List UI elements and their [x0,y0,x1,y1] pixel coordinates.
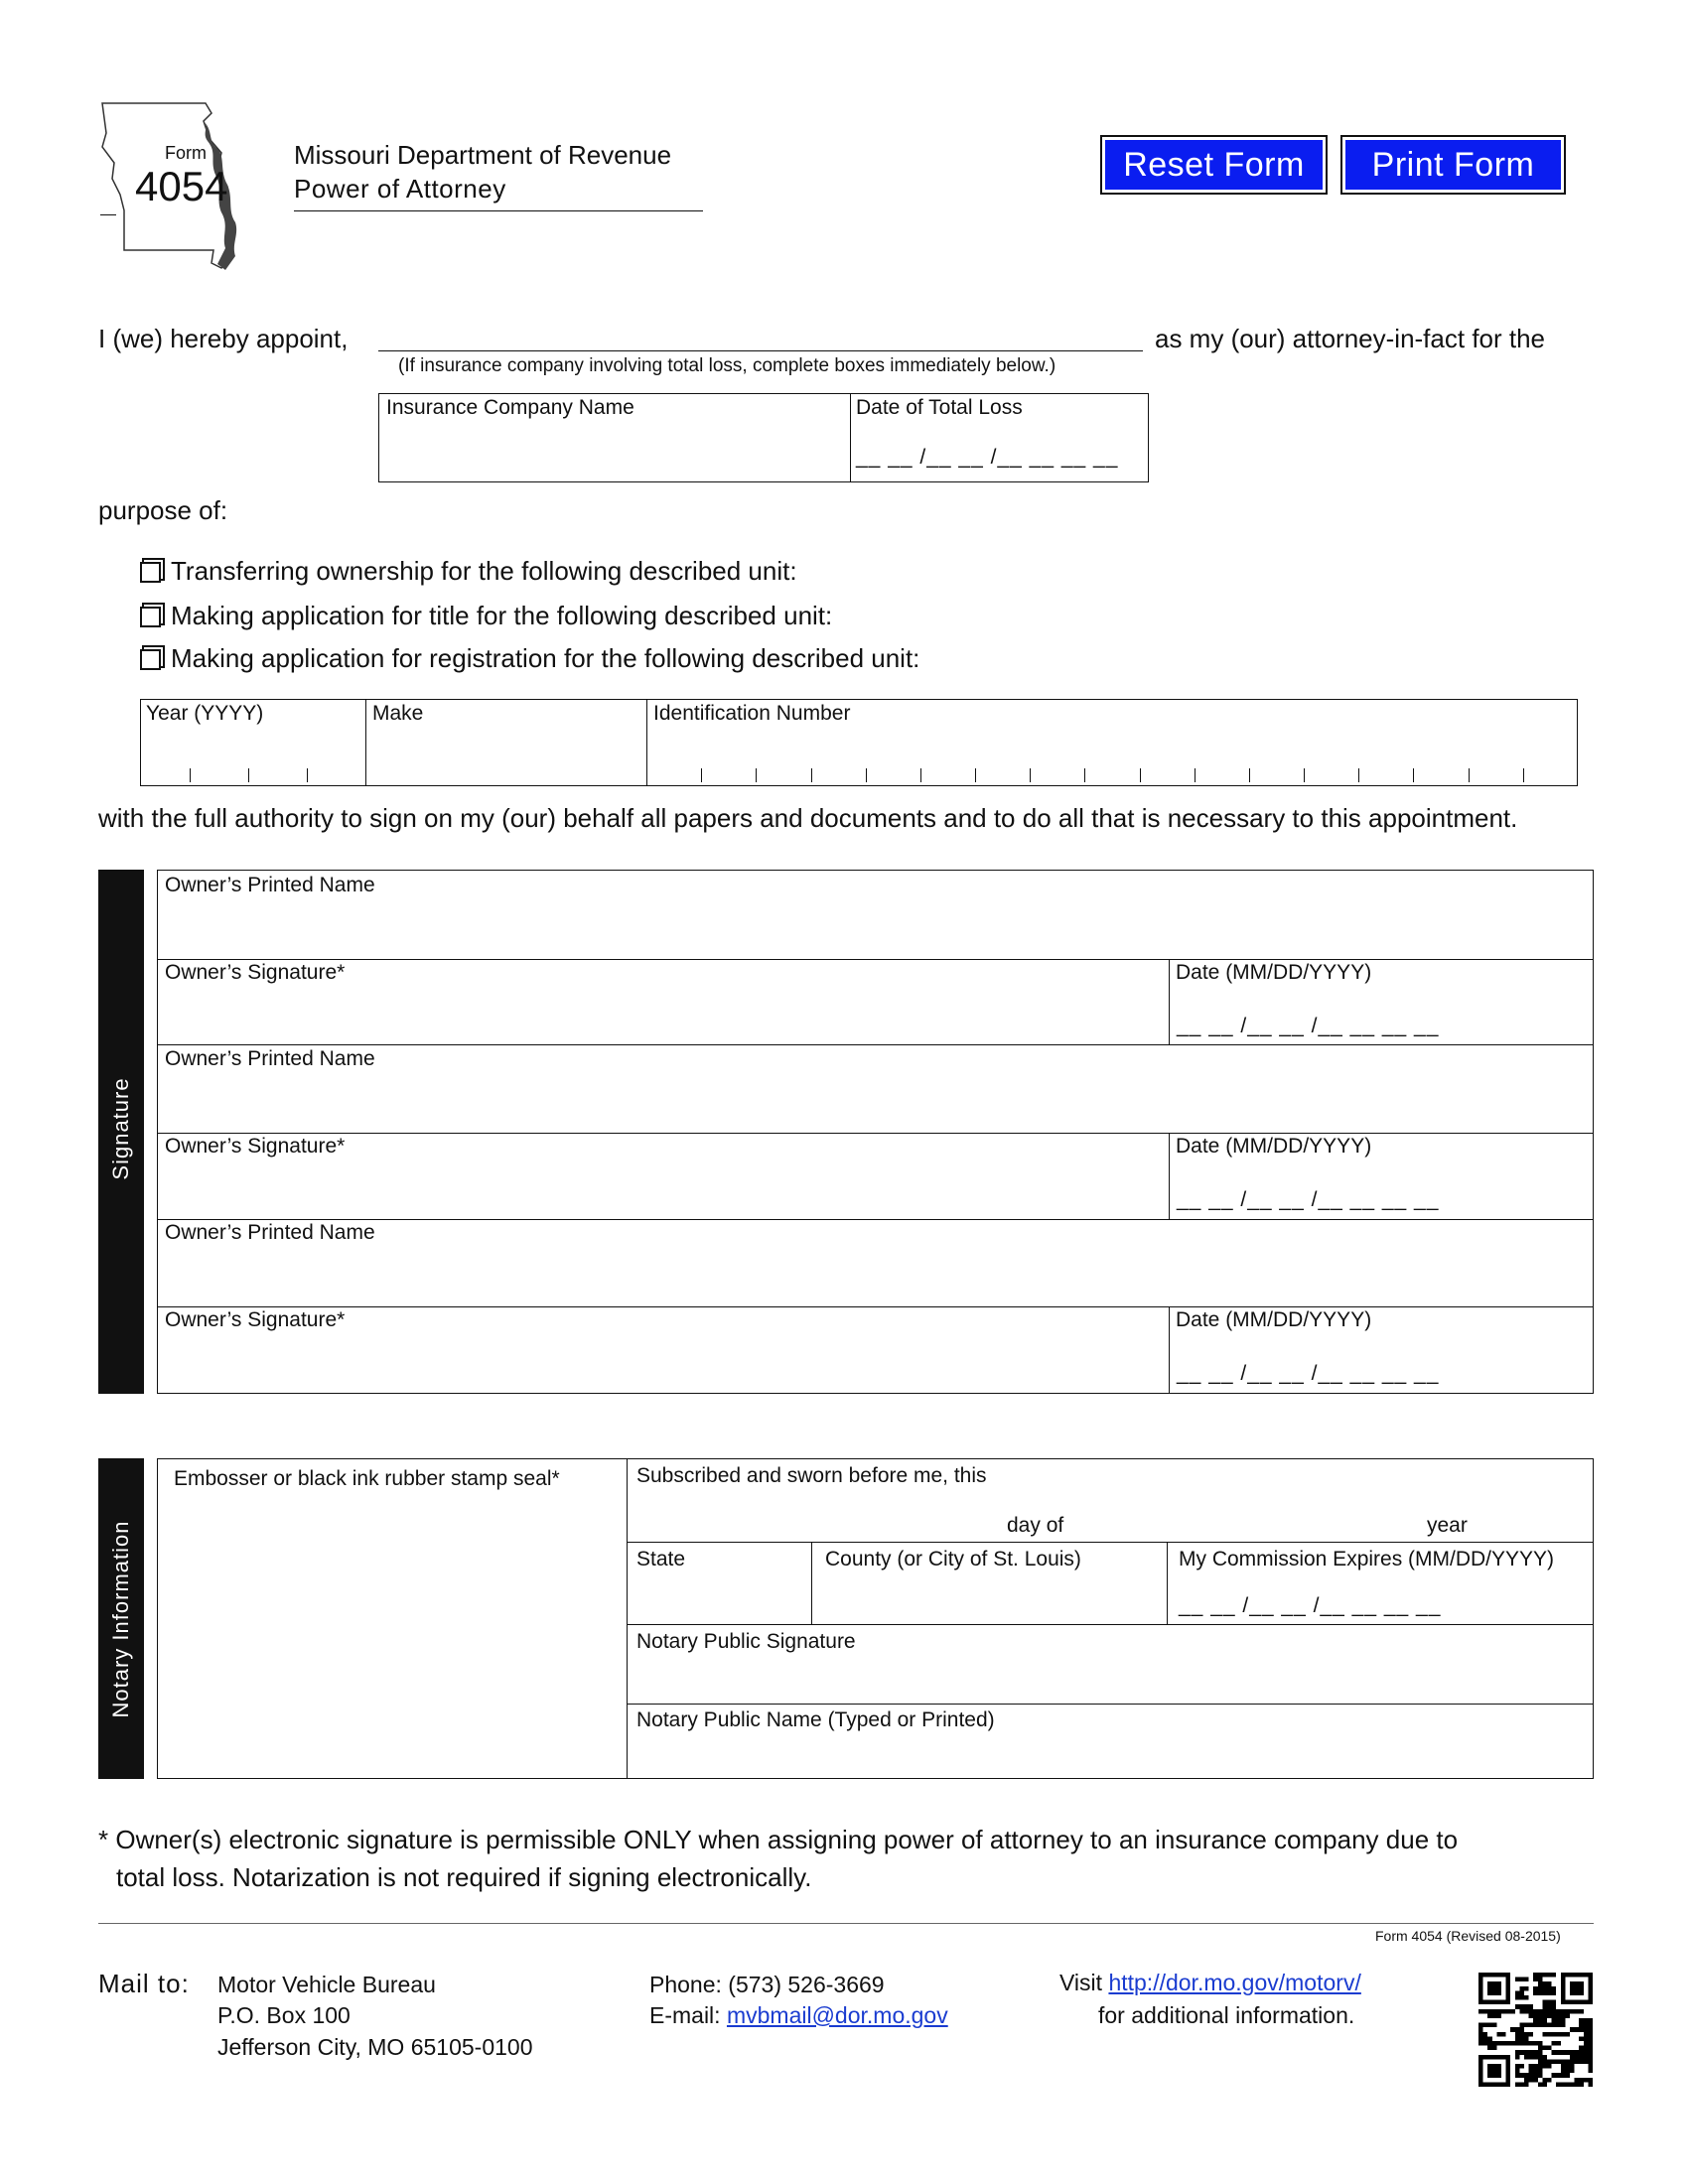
notary-signature-field[interactable] [633,1656,1590,1700]
notary-row-line [627,1624,1594,1625]
visit-line [1059,1970,1361,1996]
owner-3-printed-name-field[interactable] [163,1247,1589,1302]
sig-row-line [157,1133,1594,1134]
tick-mark [811,768,812,782]
notary-name-label: Notary Public Name (Typed or Printed) [636,1708,995,1731]
owner-3-date-label: Date (MM/DD/YYYY) [1176,1308,1372,1331]
visit-suffix: for additional information. [1098,2002,1355,2028]
purpose-item-title[interactable] [140,601,832,631]
checkbox-icon[interactable] [140,607,161,627]
year-suffix-label: year [1427,1514,1468,1537]
tick-mark [307,768,308,782]
owner-2-signature-label: Owner’s Signature* [165,1135,346,1158]
sig-date-divider [1169,1306,1170,1394]
email-prefix: E-mail: [649,2002,721,2028]
tick-mark [1249,768,1250,782]
total-loss-date-field[interactable]: __ __ /__ __ /__ __ __ __ [856,446,1119,469]
owner-2-signature-field[interactable] [163,1160,1164,1214]
notary-col-divider [1167,1542,1168,1624]
tick-mark [920,768,921,782]
tick-mark [1195,768,1196,782]
sworn-label: Subscribed and sworn before me, this [636,1464,987,1487]
insurance-note: (If insurance company involving total loss, complete boxes immediately below.) [398,355,1056,376]
sig-row-line [157,1044,1594,1045]
notary-sidebar-label: Notary Information [108,1520,133,1718]
owner-1-date-label: Date (MM/DD/YYYY) [1176,961,1372,984]
tick-mark [1304,768,1305,782]
owner-3-signature-field[interactable] [163,1334,1164,1388]
tick-mark [1469,768,1470,782]
department-name: Missouri Department of Revenue [294,140,672,170]
tick-mark [1030,768,1031,782]
purpose-item-transfer[interactable] [140,556,797,587]
tick-mark [1523,768,1524,782]
tick-mark [1140,768,1141,782]
sig-row-line [157,959,1594,960]
tick-mark [975,768,976,782]
footnote-line-1: * Owner(s) electronic signature is permissible ONLY when assigning power of attorney to an insurance company due to [98,1825,1459,1854]
visit-prefix: Visit [1059,1970,1103,1995]
appoint-tail: as my (our) attorney-in-fact for the [1155,324,1546,353]
website-link[interactable]: http://dor.mo.gov/motorv/ [1108,1970,1361,1995]
sig-date-divider [1169,959,1170,1044]
attorney-name-field[interactable] [378,350,1143,351]
owner-1-signature-field[interactable] [163,987,1164,1040]
make-label: Make [372,702,424,725]
sworn-month-field[interactable] [1072,1494,1420,1538]
vin-field[interactable] [651,729,1573,782]
purpose-title-label: Making application for title for the following described unit: [171,601,833,630]
reset-form-button[interactable]: Reset Form [1105,140,1323,190]
make-field[interactable] [370,729,642,782]
seal-label: Embosser or black ink rubber stamp seal* [174,1467,560,1490]
qr-code-icon [1478,1973,1593,2087]
total-loss-date-label: Date of Total Loss [856,396,1023,419]
notary-seal-divider [627,1458,628,1779]
tick-mark [248,768,249,782]
owner-2-printed-name-label: Owner’s Printed Name [165,1047,375,1070]
tick-mark [756,768,757,782]
tick-mark [1358,768,1359,782]
year-label: Year (YYYY) [146,702,264,725]
tick-mark [701,768,702,782]
purpose-label: purpose of: [98,495,228,525]
checkbox-icon[interactable] [140,562,161,583]
title-underline [294,210,703,211]
owner-2-printed-name-field[interactable] [163,1073,1589,1129]
owner-2-date-field[interactable]: __ __ /__ __ /__ __ __ __ [1177,1188,1440,1211]
commission-label: My Commission Expires (MM/DD/YYYY) [1179,1548,1555,1570]
insurance-company-field[interactable] [383,423,845,478]
day-of-label: day of [1007,1514,1064,1537]
sworn-day-field[interactable] [636,1494,1004,1538]
state-label: State [636,1548,686,1570]
form-number: 4054 [135,163,228,209]
sig-row-line [157,1306,1594,1307]
logo-dash [100,214,116,215]
year-field[interactable] [145,729,361,782]
tick-mark [866,768,867,782]
sig-row-line [157,1219,1594,1220]
revision-label: Form 4054 (Revised 08-2015) [1375,1928,1561,1944]
notary-signature-label: Notary Public Signature [636,1630,856,1653]
unit-divider-2 [646,699,647,786]
tick-mark [1413,768,1414,782]
county-field[interactable] [817,1573,1163,1620]
footer-rule [98,1923,1594,1924]
commission-date-field[interactable]: __ __ /__ __ /__ __ __ __ [1179,1594,1442,1617]
form-label: Form [165,143,207,163]
vin-label: Identification Number [653,702,851,725]
checkbox-icon[interactable] [140,649,161,670]
unit-divider-1 [365,699,366,786]
authority-statement: with the full authority to sign on my (our) behalf all papers and documents and to do all that is necessary to this appointment. [98,803,1518,833]
seal-area [163,1499,622,1773]
state-field[interactable] [633,1573,807,1620]
owner-1-printed-name-field[interactable] [163,899,1589,955]
email-link[interactable]: mvbmail@dor.mo.gov [726,2002,948,2028]
notary-row-line [627,1542,1594,1543]
owner-1-date-field[interactable]: __ __ /__ __ /__ __ __ __ [1177,1015,1440,1037]
owner-2-date-label: Date (MM/DD/YYYY) [1176,1135,1372,1158]
owner-1-printed-name-label: Owner’s Printed Name [165,874,375,896]
appoint-lead: I (we) hereby appoint, [98,324,349,353]
mail-to-label: Mail to: [98,1969,190,1998]
print-form-button[interactable]: Print Form [1345,140,1561,190]
purpose-registration-label: Making application for registration for the following described unit: [171,643,920,673]
email-line [649,2002,948,2029]
notary-row-line [627,1704,1594,1705]
insurance-divider [850,393,851,482]
notary-col-divider [811,1542,812,1624]
owner-3-printed-name-label: Owner’s Printed Name [165,1221,375,1244]
owner-3-date-field[interactable]: __ __ /__ __ /__ __ __ __ [1177,1362,1440,1385]
page-title: Power of Attorney [294,174,506,204]
sig-date-divider [1169,1133,1170,1219]
owner-1-signature-label: Owner’s Signature* [165,961,346,984]
notary-name-field[interactable] [633,1734,1590,1775]
tick-mark [190,768,191,782]
county-label: County (or City of St. Louis) [825,1548,1081,1570]
tick-mark [1084,768,1085,782]
signature-sidebar-label: Signature [108,1077,133,1180]
mail-address-line-2: P.O. Box 100 [217,2002,351,2028]
footnote-line-2: total loss. Notarization is not required if signing electronically. [116,1862,812,1892]
insurance-company-label: Insurance Company Name [386,396,634,419]
mail-address-line-3: Jefferson City, MO 65105-0100 [217,2034,533,2060]
purpose-transfer-label: Transferring ownership for the following described unit: [171,556,797,586]
mail-address-line-1: Motor Vehicle Bureau [217,1972,436,1997]
phone-number: Phone: (573) 526-3669 [649,1972,885,1997]
owner-3-signature-label: Owner’s Signature* [165,1308,346,1331]
purpose-item-registration[interactable] [140,643,919,674]
